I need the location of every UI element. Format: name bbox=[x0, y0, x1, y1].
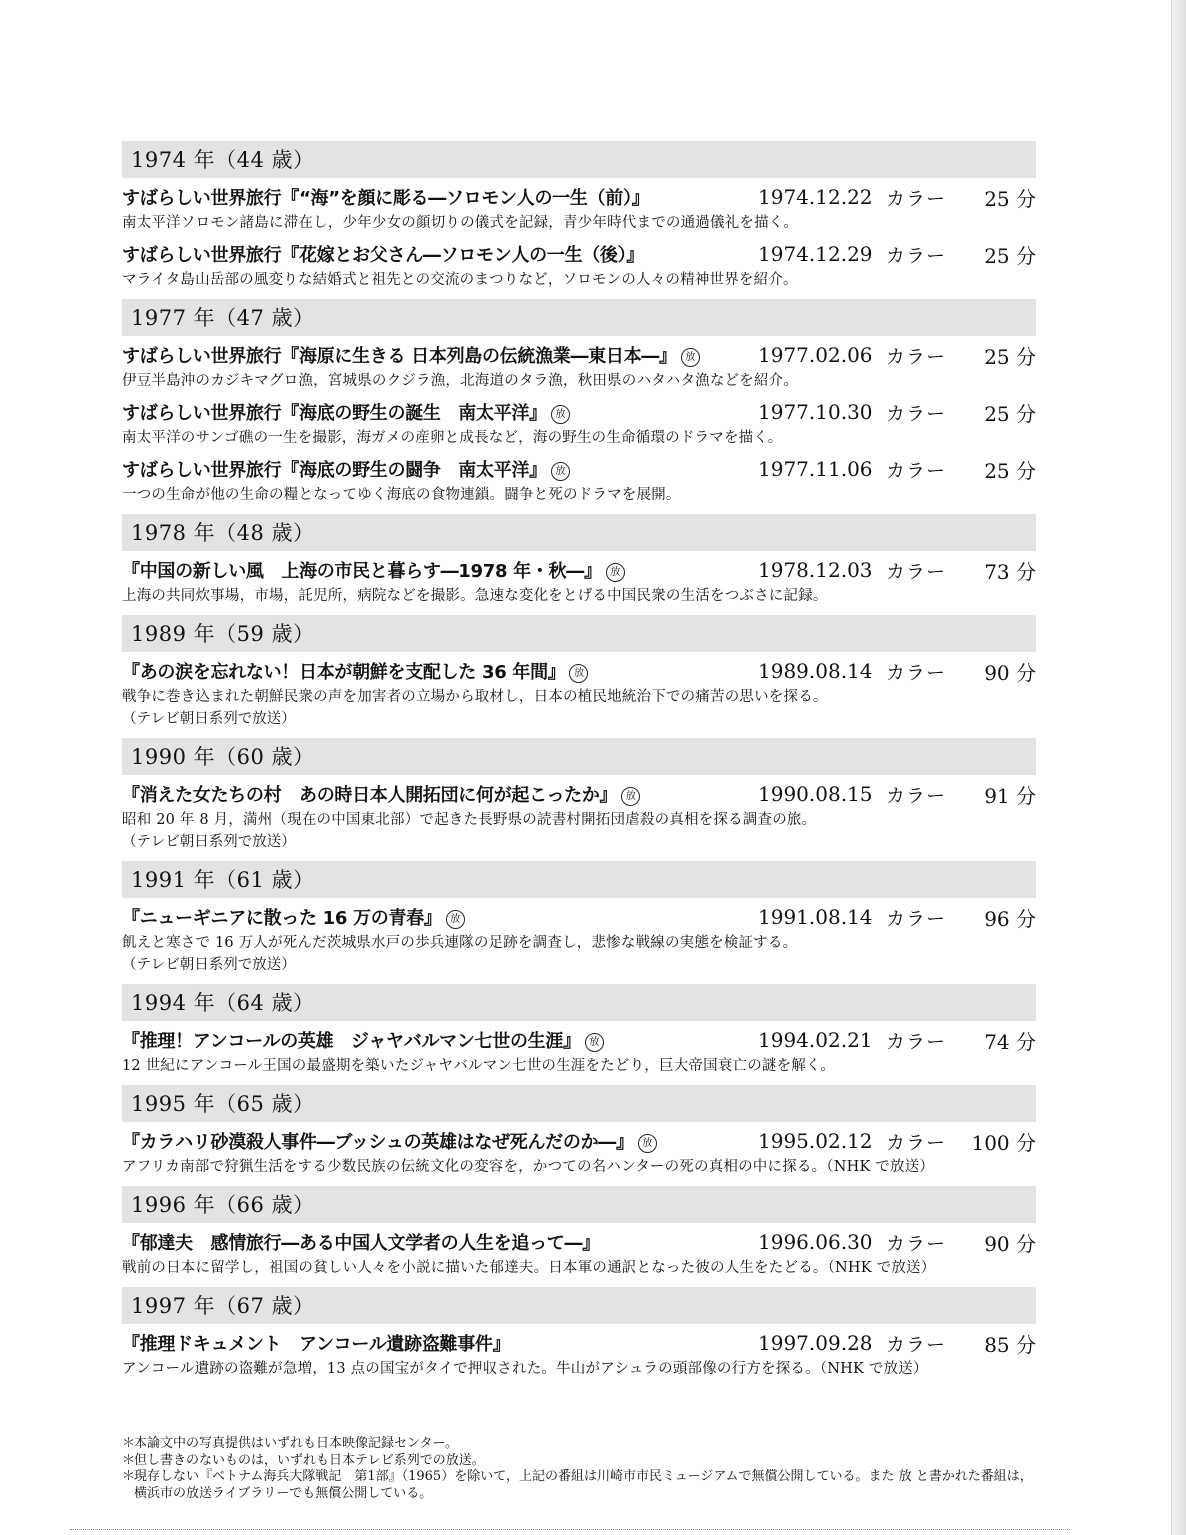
program-description: 戦前の日本に留学し，祖国の貧しい人々を小説に描いた郁達夫。日本軍の通訳となった彼の人生をたどる。（NHK で放送） bbox=[122, 1260, 936, 1276]
program-title-cell bbox=[122, 456, 758, 482]
year-header: 1989 年（59 歳） bbox=[122, 615, 1036, 652]
program-title-cell bbox=[122, 658, 758, 684]
program-description: 飢えと寒さで 16 万人が死んだ茨城県水戸の歩兵連隊の足跡を調査し，悲惨な戦線の実態を検証する。 bbox=[122, 935, 798, 951]
program-entry bbox=[122, 1126, 1036, 1178]
year-section bbox=[122, 141, 1036, 291]
year-section bbox=[122, 1287, 1036, 1380]
color-format: カラー bbox=[886, 244, 947, 267]
program-title: すばらしい世界旅行『“海”を顔に彫る―ソロモン人の一生（前）』 bbox=[122, 188, 650, 209]
broadcast-date: 1974.12.22 bbox=[758, 185, 873, 209]
program-title: すばらしい世界旅行『海原に生きる 日本列島の伝統漁業―東日本―』 bbox=[122, 346, 677, 367]
program-entry bbox=[122, 656, 1036, 730]
footnote-text: 本論文中の写真提供はいずれも日本映像記録センター。 bbox=[134, 1436, 458, 1451]
program-title: 『郁達夫 感情旅行―ある中国人文学者の人生を追って―』 bbox=[122, 1233, 600, 1254]
program-description: 12 世紀にアンコール王国の最盛期を築いたジャヤバルマン七世の生涯をたどり，巨大帝国衰亡の謎を解く。 bbox=[122, 1058, 836, 1074]
program-title: すばらしい世界旅行『海底の野生の闘争 南太平洋』 bbox=[122, 460, 547, 481]
duration: 74 分 bbox=[984, 1029, 1036, 1054]
broadcast-library-badge: 放 bbox=[551, 405, 570, 424]
duration: 25 分 bbox=[984, 401, 1036, 426]
program-title-row bbox=[122, 1227, 1036, 1257]
duration: 25 分 bbox=[984, 186, 1036, 211]
broadcast-date: 1977.02.06 bbox=[758, 343, 873, 367]
program-description: マライタ島山岳部の風変りな結婚式と祖先との交流のまつりなど，ソロモンの人々の精神世界を紹介。 bbox=[122, 272, 798, 288]
program-entry bbox=[122, 902, 1036, 976]
duration: 91 分 bbox=[984, 783, 1036, 808]
broadcast-date: 1974.12.29 bbox=[758, 242, 873, 266]
duration: 25 分 bbox=[984, 243, 1036, 268]
program-title: 『ニューギニアに散った 16 万の青春』 bbox=[122, 908, 442, 929]
program-description: アンコール遺跡の盗難が急増，13 点の国宝がタイで押収された。牛山がアシュラの頭部像の行方を探る。（NHK で放送） bbox=[122, 1361, 928, 1377]
footnote-mark: ＊ bbox=[122, 1452, 136, 1468]
program-description: 南太平洋のサンゴ礁の一生を撮影，海ガメの産卵と成長など，海の野生の生命循環のドラマを描く。 bbox=[122, 430, 783, 446]
year-section bbox=[122, 984, 1036, 1077]
program-title: すばらしい世界旅行『花嫁とお父さん―ソロモン人の一生（後）』 bbox=[122, 245, 644, 266]
footnote bbox=[122, 1436, 1042, 1453]
program-title: 『あの涙を忘れない！日本が朝鮮を支配した 36 年間』 bbox=[122, 662, 566, 683]
program-title: すばらしい世界旅行『海底の野生の誕生 南太平洋』 bbox=[122, 403, 547, 424]
footnote-text: 現存しない『ベトナム海兵大隊戦記 第1部』（1965）を除いて，上記の番組は川崎市市民ミュージアムで無償公開している。また 放 と書かれた番組は，横浜市の放送ライブラリーでも無償公開している。 bbox=[134, 1469, 1033, 1501]
year-header: 1991 年（61 歳） bbox=[122, 861, 1036, 898]
footnote bbox=[122, 1453, 1042, 1470]
duration: 96 分 bbox=[984, 906, 1036, 931]
broadcast-date: 1978.12.03 bbox=[758, 558, 873, 582]
color-format: カラー bbox=[886, 661, 947, 684]
year-header: 1994 年（64 歳） bbox=[122, 984, 1036, 1021]
year-header: 1977 年（47 歳） bbox=[122, 299, 1036, 336]
year-section bbox=[122, 1186, 1036, 1279]
footnote-mark: ＊ bbox=[122, 1436, 136, 1451]
color-format: カラー bbox=[886, 784, 947, 807]
program-title-cell bbox=[122, 399, 758, 425]
program-description: 伊豆半島沖のカジキマグロ漁，宮城県のクジラ漁，北海道のタラ漁，秋田県のハタハタ漁などを紹介。 bbox=[122, 373, 799, 389]
color-format: カラー bbox=[886, 1333, 947, 1356]
year-header: 1997 年（67 歳） bbox=[122, 1287, 1036, 1324]
color-format: カラー bbox=[886, 187, 947, 210]
program-description: 戦争に巻き込まれた朝鮮民衆の声を加害者の立場から取材し，日本の植民地統治下での痛苦の思いを探る。 bbox=[122, 689, 828, 705]
program-entry bbox=[122, 779, 1036, 853]
broadcast-date: 1995.02.12 bbox=[758, 1129, 873, 1153]
color-format: カラー bbox=[886, 560, 947, 583]
broadcast-note: （テレビ朝日系列で放送） bbox=[122, 711, 296, 727]
program-title: 『推理ドキュメント アンコール遺跡盗難事件』 bbox=[122, 1334, 511, 1355]
program-entry bbox=[122, 239, 1036, 291]
color-format: カラー bbox=[886, 1232, 947, 1255]
program-entry bbox=[122, 182, 1036, 234]
program-title-row bbox=[122, 340, 1036, 370]
program-title-cell bbox=[122, 781, 758, 807]
program-description: 南太平洋ソロモン諸島に滞在し，少年少女の顔切りの儀式を記録，青少年時代までの通過儀礼を描く。 bbox=[122, 215, 798, 231]
broadcast-date: 1989.08.14 bbox=[758, 659, 873, 683]
broadcast-library-badge: 放 bbox=[446, 910, 465, 929]
program-title-row bbox=[122, 779, 1036, 809]
program-entry bbox=[122, 1227, 1036, 1279]
program-title-row bbox=[122, 454, 1036, 484]
program-description: 昭和 20 年 8 月，満州（現在の中国東北部）で起きた長野県の読書村開拓団虐殺の真相を探る調査の旅。 bbox=[122, 812, 817, 828]
program-entry bbox=[122, 340, 1036, 392]
program-description: 上海の共同炊事場，市場，託児所，病院などを撮影。急速な変化をとげる中国民衆の生活をつぶさに記録。 bbox=[122, 588, 828, 604]
broadcast-library-badge: 放 bbox=[551, 462, 570, 481]
broadcast-date: 1977.11.06 bbox=[758, 457, 873, 481]
broadcast-library-badge: 放 bbox=[606, 563, 625, 582]
broadcast-library-badge: 放 bbox=[569, 664, 588, 683]
color-format: カラー bbox=[886, 402, 947, 425]
color-format: カラー bbox=[886, 907, 947, 930]
program-title-cell bbox=[122, 904, 758, 930]
year-header: 1974 年（44 歳） bbox=[122, 141, 1036, 178]
program-title: 『消えた女たちの村 あの時日本人開拓団に何が起こったか』 bbox=[122, 785, 618, 806]
program-title-row bbox=[122, 182, 1036, 212]
program-title-row bbox=[122, 656, 1036, 686]
duration: 25 分 bbox=[984, 458, 1036, 483]
year-header: 1990 年（60 歳） bbox=[122, 738, 1036, 775]
program-title-row bbox=[122, 1328, 1036, 1358]
year-section bbox=[122, 1085, 1036, 1178]
duration: 25 分 bbox=[984, 344, 1036, 369]
color-format: カラー bbox=[886, 1030, 947, 1053]
program-entry bbox=[122, 454, 1036, 506]
year-section bbox=[122, 514, 1036, 607]
broadcast-library-badge: 放 bbox=[585, 1033, 604, 1052]
program-entry bbox=[122, 1025, 1036, 1077]
program-entry bbox=[122, 397, 1036, 449]
year-header: 1995 年（65 歳） bbox=[122, 1085, 1036, 1122]
program-title-cell bbox=[122, 1229, 758, 1255]
broadcast-note: （テレビ朝日系列で放送） bbox=[122, 957, 296, 973]
program-description: 一つの生命が他の生命の糧となってゆく海底の食物連鎖。闘争と死のドラマを展開。 bbox=[122, 487, 681, 503]
color-format: カラー bbox=[886, 1131, 947, 1154]
broadcast-library-badge: 放 bbox=[638, 1134, 657, 1153]
footnote-mark: ＊ bbox=[122, 1469, 136, 1484]
year-section bbox=[122, 299, 1036, 506]
program-title: 『カラハリ砂漠殺人事件―ブッシュの英雄はなぜ死んだのか―』 bbox=[122, 1132, 634, 1153]
broadcast-date: 1996.06.30 bbox=[758, 1230, 873, 1254]
color-format: カラー bbox=[886, 459, 947, 482]
duration: 90 分 bbox=[984, 660, 1036, 685]
program-title-cell bbox=[122, 184, 758, 210]
footnote-text: 但し書きのないものは，いずれも日本テレビ系列での放送。 bbox=[134, 1452, 485, 1468]
program-title-row bbox=[122, 397, 1036, 427]
year-section bbox=[122, 738, 1036, 853]
broadcast-date: 1977.10.30 bbox=[758, 400, 873, 424]
year-header: 1978 年（48 歳） bbox=[122, 514, 1036, 551]
program-title-cell bbox=[122, 1128, 758, 1154]
program-title: 『中国の新しい風 上海の市民と暮らす―1978 年・秋―』 bbox=[122, 561, 602, 582]
broadcast-note: （テレビ朝日系列で放送） bbox=[122, 834, 296, 850]
duration: 85 分 bbox=[984, 1332, 1036, 1357]
color-format: カラー bbox=[886, 345, 947, 368]
program-title-row bbox=[122, 1025, 1036, 1055]
duration: 100 分 bbox=[971, 1130, 1036, 1155]
year-section bbox=[122, 861, 1036, 976]
program-title-row bbox=[122, 902, 1036, 932]
broadcast-library-badge: 放 bbox=[681, 348, 700, 367]
program-title: 『推理！アンコールの英雄 ジャヤバルマン七世の生涯』 bbox=[122, 1031, 581, 1052]
year-header: 1996 年（66 歳） bbox=[122, 1186, 1036, 1223]
program-entry bbox=[122, 1328, 1036, 1380]
program-title-cell bbox=[122, 557, 758, 583]
page-edge-shadow bbox=[1172, 0, 1186, 1535]
program-title-cell bbox=[122, 342, 758, 368]
program-title-row bbox=[122, 239, 1036, 269]
footnote bbox=[122, 1469, 1042, 1502]
year-section bbox=[122, 615, 1036, 730]
footnotes bbox=[122, 1436, 1042, 1502]
program-entry bbox=[122, 555, 1036, 607]
program-title-cell bbox=[122, 1330, 758, 1356]
program-title-row bbox=[122, 555, 1036, 585]
broadcast-date: 1997.09.28 bbox=[758, 1331, 873, 1355]
dotted-divider bbox=[70, 1529, 1070, 1530]
broadcast-date: 1990.08.15 bbox=[758, 782, 873, 806]
broadcast-date: 1994.02.21 bbox=[758, 1028, 873, 1052]
duration: 90 分 bbox=[984, 1231, 1036, 1256]
broadcast-date: 1991.08.14 bbox=[758, 905, 873, 929]
broadcast-library-badge: 放 bbox=[621, 787, 640, 806]
program-title-cell bbox=[122, 241, 758, 267]
filmography-list bbox=[122, 141, 1036, 1388]
duration: 73 分 bbox=[984, 559, 1036, 584]
program-title-row bbox=[122, 1126, 1036, 1156]
program-description: アフリカ南部で狩猟生活をする少数民族の伝統文化の変容を，かつての名ハンターの死の真相の中に探る。（NHK で放送） bbox=[122, 1159, 935, 1175]
program-title-cell bbox=[122, 1027, 758, 1053]
